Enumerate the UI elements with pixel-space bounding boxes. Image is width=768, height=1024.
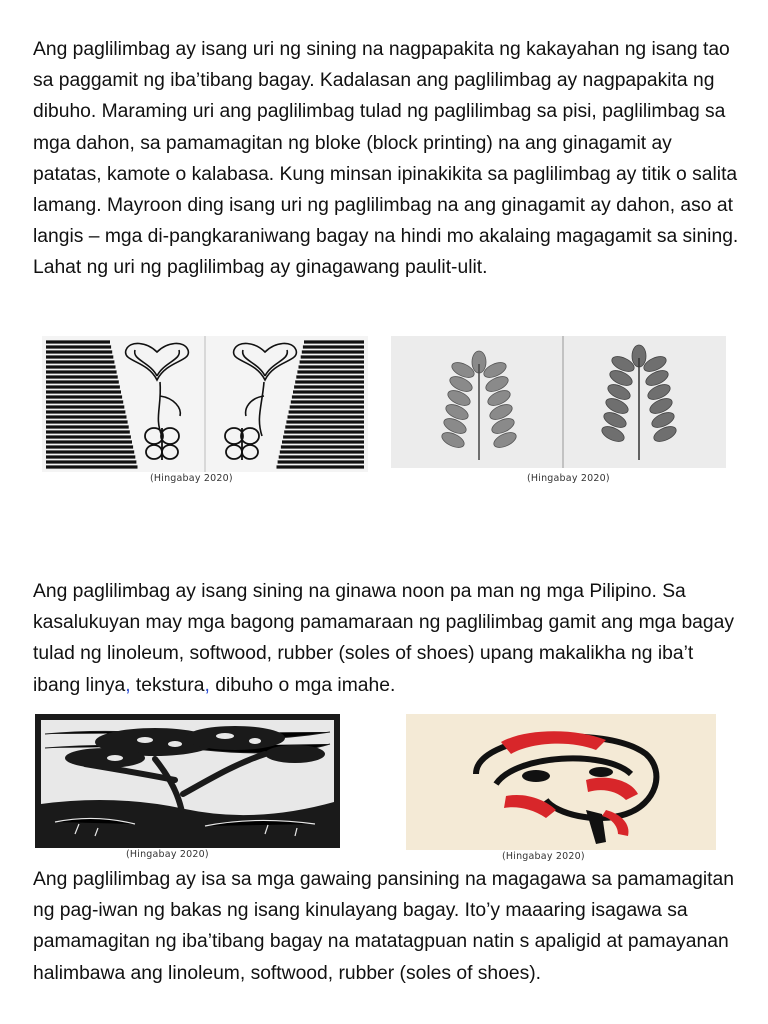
blue-comma-1: ,: [125, 674, 131, 696]
woodcut-landscape-image: [35, 714, 340, 848]
caption-figure-1: (Hingabay 2020): [150, 473, 233, 484]
paragraph-intro: Ang paglilimbag ay isang uri ng sining na nagpapakita ng kakayahan ng isang tao sa paggamit ng iba’tibang bagay. Kadalasan ang paglilimbag ay nagpapakita ng dibuho. Maraming uri ang paglilimbag tulad ng paglilimbag sa pisi, paglilimbag sa mga dahon, sa pamamagitan ng bloke (block printing) na ang ginagamit ay patatas, kamote o kalabasa. Kung minsan ipinakikita sa paglilimbag ay titik o salita lamang. Mayroon ding isang uri ng paglilimbag na ang ginagamit ay dahon, aso at langis – mga di-pangkaraniwang bagay na hindi mo akalaing magagamit sa sining. Lahat ng uri ng paglilimbag ay ginagawang paulit-ulit.: [33, 39, 739, 279]
paragraph-history: [33, 576, 743, 701]
figure-leaf-print: [391, 336, 726, 468]
caption-figure-4: (Hingabay 2020): [502, 851, 585, 862]
figure-face-print: [406, 714, 716, 850]
caption-figure-3: (Hingabay 2020): [126, 849, 209, 860]
paragraph-definition: Ang paglilimbag ay isa sa mga gawaing pansining na magagawa sa pamamagitan ng pag-iwan ng bakas ng isang kinulayang bagay. Ito’y maaaring isagawa sa pamamagitan ng iba’tibang bagay na matatagpuan natin s apaligid at pamayanan halimbawa ang linoleum, softwood, rubber (soles of shoes).: [33, 869, 734, 984]
blue-comma-2: ,: [204, 674, 210, 696]
caption-figure-2: (Hingabay 2020): [527, 473, 610, 484]
paragraph-history-part-b: tekstura: [130, 674, 205, 696]
paragraph-history-part-a: Ang paglilimbag ay isang sining na ginawa noon pa man ng mga Pilipino. Sa kasalukuyan may mga bagong pamamaraan ng paglilimbag gamit ang mga bagay tulad ng linoleum, softwood, rubber (soles of shoes) upang makalikha ng iba’t ibang linya: [33, 581, 734, 696]
string-print-image: [42, 336, 368, 472]
leaf-print-image: [391, 336, 726, 468]
figure-woodcut-landscape: [35, 714, 340, 848]
paragraph-history-part-c: dibuho o mga imahe.: [209, 674, 396, 696]
figure-string-print: [42, 336, 368, 472]
face-print-image: [406, 714, 716, 850]
